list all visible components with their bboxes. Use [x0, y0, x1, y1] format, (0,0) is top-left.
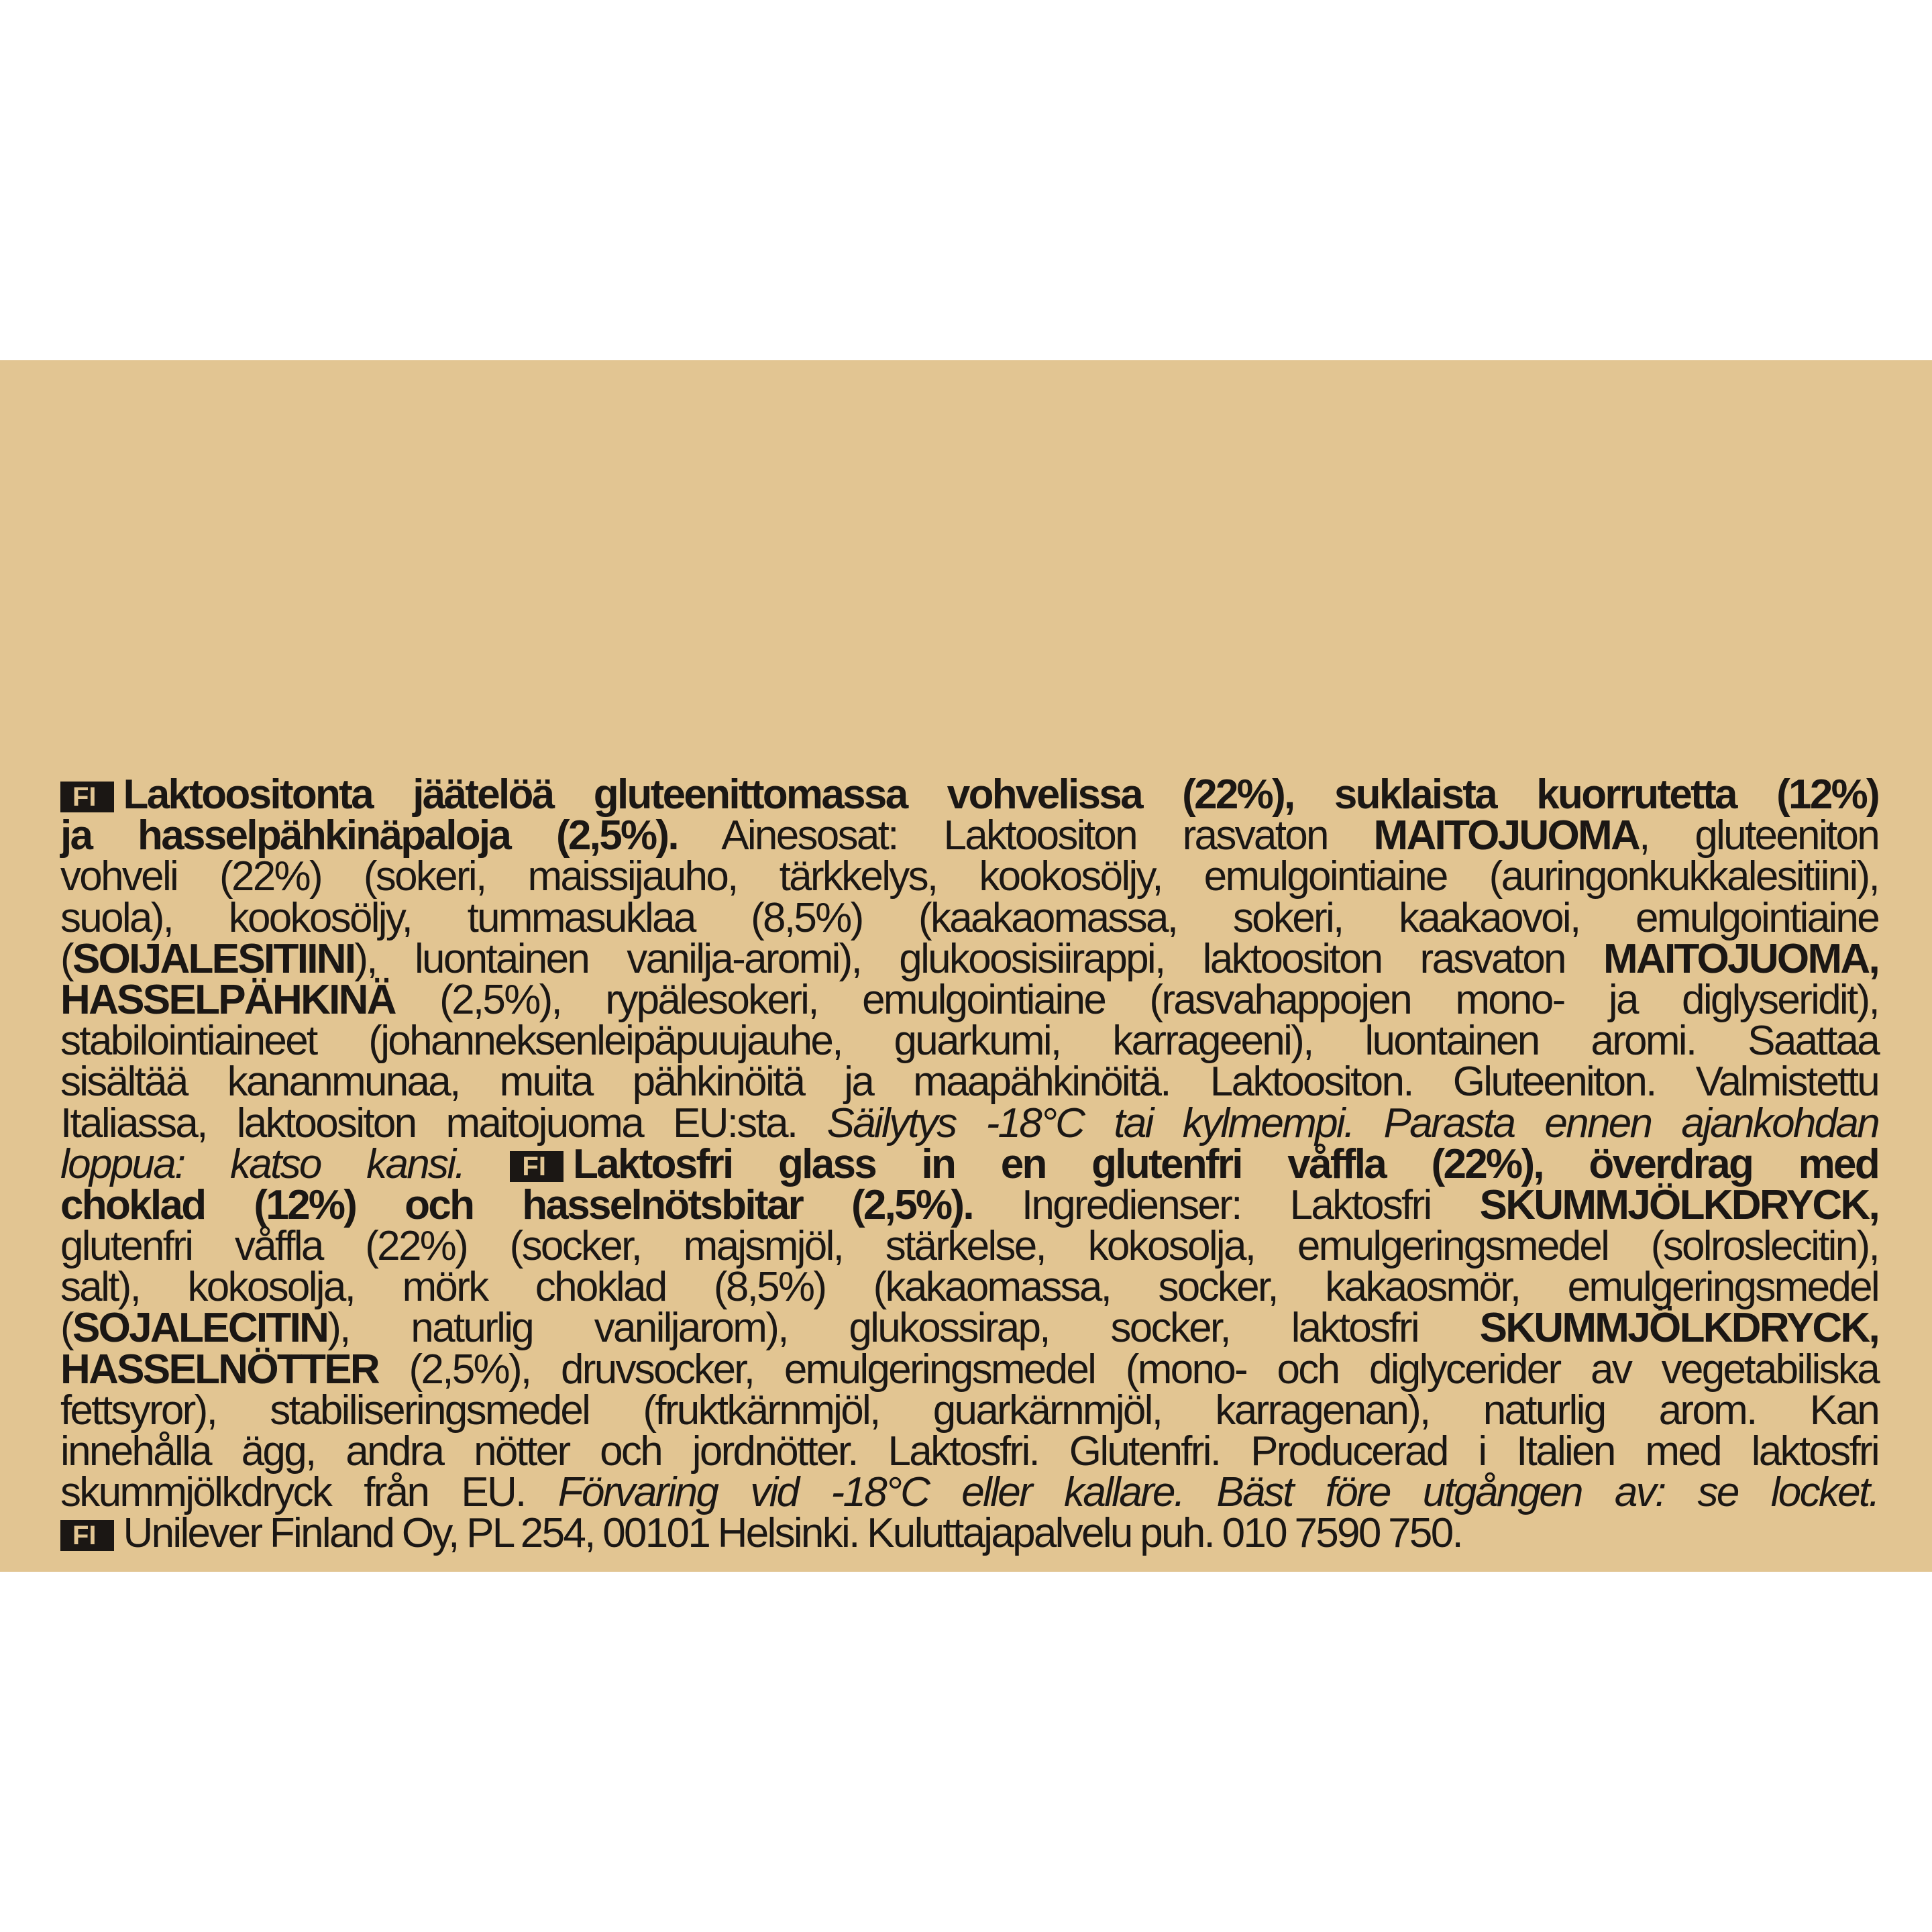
text-line	[60, 1387, 1878, 1434]
language-badge: FI	[60, 782, 114, 812]
bold-text: MAITOJUOMA	[1373, 812, 1640, 859]
text-line	[60, 1305, 1878, 1352]
bold-text: HASSELPÄHKINÄ	[60, 976, 395, 1023]
body-text: (2,5%), rypälesokeri, emulgointiaine (rasvahappojen mono- ja diglyseridit),	[394, 976, 1878, 1023]
ingredients-label-panel	[0, 360, 1932, 1572]
body-text: glutenfri våffla (22%) (socker, majsmjöl, stärkelse, kokosolja, emulgeringsmedel (solroslecitin),	[60, 1223, 1878, 1270]
text-line	[60, 1346, 1878, 1393]
text-line	[60, 894, 1878, 941]
ingredients-text	[60, 771, 1879, 1557]
bold-text: HASSELNÖTTER	[60, 1346, 378, 1393]
body-text: (	[60, 1305, 72, 1352]
body-text: suola), kookosöljy, tummasuklaa (8,5%) (kaakaomassa, sokeri, kaakaovoi, emulgointiaine	[60, 894, 1878, 941]
text-line	[60, 1018, 1878, 1065]
text-line	[60, 935, 1878, 982]
italic-text: Säilytys -18°C tai kylmempi. Parasta ennen ajankohdan	[826, 1099, 1878, 1146]
body-text: , gluteeniton	[1639, 812, 1878, 859]
text-line	[60, 976, 1878, 1023]
text-line	[60, 1223, 1878, 1270]
text-line	[60, 812, 1878, 859]
text-line	[60, 1140, 1879, 1187]
body-text: (	[60, 935, 72, 982]
text-line	[60, 1469, 1878, 1516]
body-text: (2,5%), druvsocker, emulgeringsmedel (mono- och diglycerider av vegetabiliska	[378, 1346, 1878, 1393]
text-line	[60, 771, 1878, 818]
bold-text: SOJALECITIN	[72, 1305, 328, 1352]
text-line	[60, 1264, 1878, 1311]
bold-text: ja hasselpähkinäpaloja (2,5%).	[60, 812, 678, 859]
italic-text: Förvaring vid -18°C eller kallare. Bäst före utgången av: se locket.	[557, 1469, 1878, 1516]
body-text: fettsyror), stabiliseringsmedel (fruktkärnmjöl, guarkärnmjöl, karragenan), naturlig arom. Kan	[60, 1387, 1878, 1434]
language-badge: FI	[60, 1520, 114, 1551]
bold-text: Laktosfri glass in en glutenfri våffla (22%), överdrag med	[572, 1140, 1879, 1187]
text-line	[60, 1099, 1878, 1146]
language-badge: FI	[510, 1151, 564, 1182]
text-line	[60, 1510, 1878, 1557]
body-text: ), luontainen vanilja-aromi), glukoosisiirappi, laktoositon rasvaton	[354, 935, 1603, 982]
body-text: innehålla ägg, andra nötter och jordnötter. Laktosfri. Glutenfri. Producerad i Italien med laktosfri	[60, 1428, 1878, 1474]
bold-text: SKUMMJÖLKDRYCK,	[1479, 1305, 1878, 1352]
body-text: ), naturlig vaniljarom), glukossirap, socker, laktosfri	[327, 1305, 1480, 1352]
text-line	[60, 1428, 1878, 1474]
bold-text: MAITOJUOMA,	[1603, 935, 1878, 982]
bold-text: Laktoositonta jäätelöä gluteenittomassa vohvelissa (22%), suklaista kuorrutetta (12%)	[123, 771, 1878, 818]
body-text: Unilever Finland Oy, PL 254, 00101 Helsinki. Kuluttajapalvelu puh. 010 7590 750.	[123, 1510, 1462, 1557]
body-text: vohveli (22%) (sokeri, maissijauho, tärkkelys, kookosöljy, emulgointiaine (auringonkukkalesitiini),	[60, 853, 1878, 900]
body-text: Italiassa, laktoositon maitojuoma EU:sta.	[60, 1099, 827, 1146]
italic-text: loppua: katso kansi.	[60, 1140, 511, 1187]
body-text: sisältää kananmunaa, muita pähkinöitä ja maapähkinöitä. Laktoositon. Gluteeniton. Valmistettu	[60, 1059, 1878, 1106]
text-line	[60, 1181, 1878, 1228]
text-line	[60, 853, 1878, 900]
body-text: Ainesosat: Laktoositon rasvaton	[677, 812, 1374, 859]
bold-text: choklad (12%) och hasselnötsbitar (2,5%).	[60, 1181, 973, 1228]
bold-text: SKUMMJÖLKDRYCK,	[1479, 1181, 1878, 1228]
body-text: Ingredienser: Laktosfri	[972, 1181, 1480, 1228]
bold-text: SOIJALESITIINI	[72, 935, 355, 982]
text-line	[60, 1059, 1878, 1106]
body-text: skummjölkdryck från EU.	[60, 1469, 558, 1516]
body-text: salt), kokosolja, mörk choklad (8,5%) (kakaomassa, socker, kakaosmör, emulgeringsmedel	[60, 1264, 1878, 1311]
body-text: stabilointiaineet (johanneksenleipäpuujauhe, guarkumi, karrageeni), luontainen aromi. Saattaa	[60, 1018, 1878, 1065]
